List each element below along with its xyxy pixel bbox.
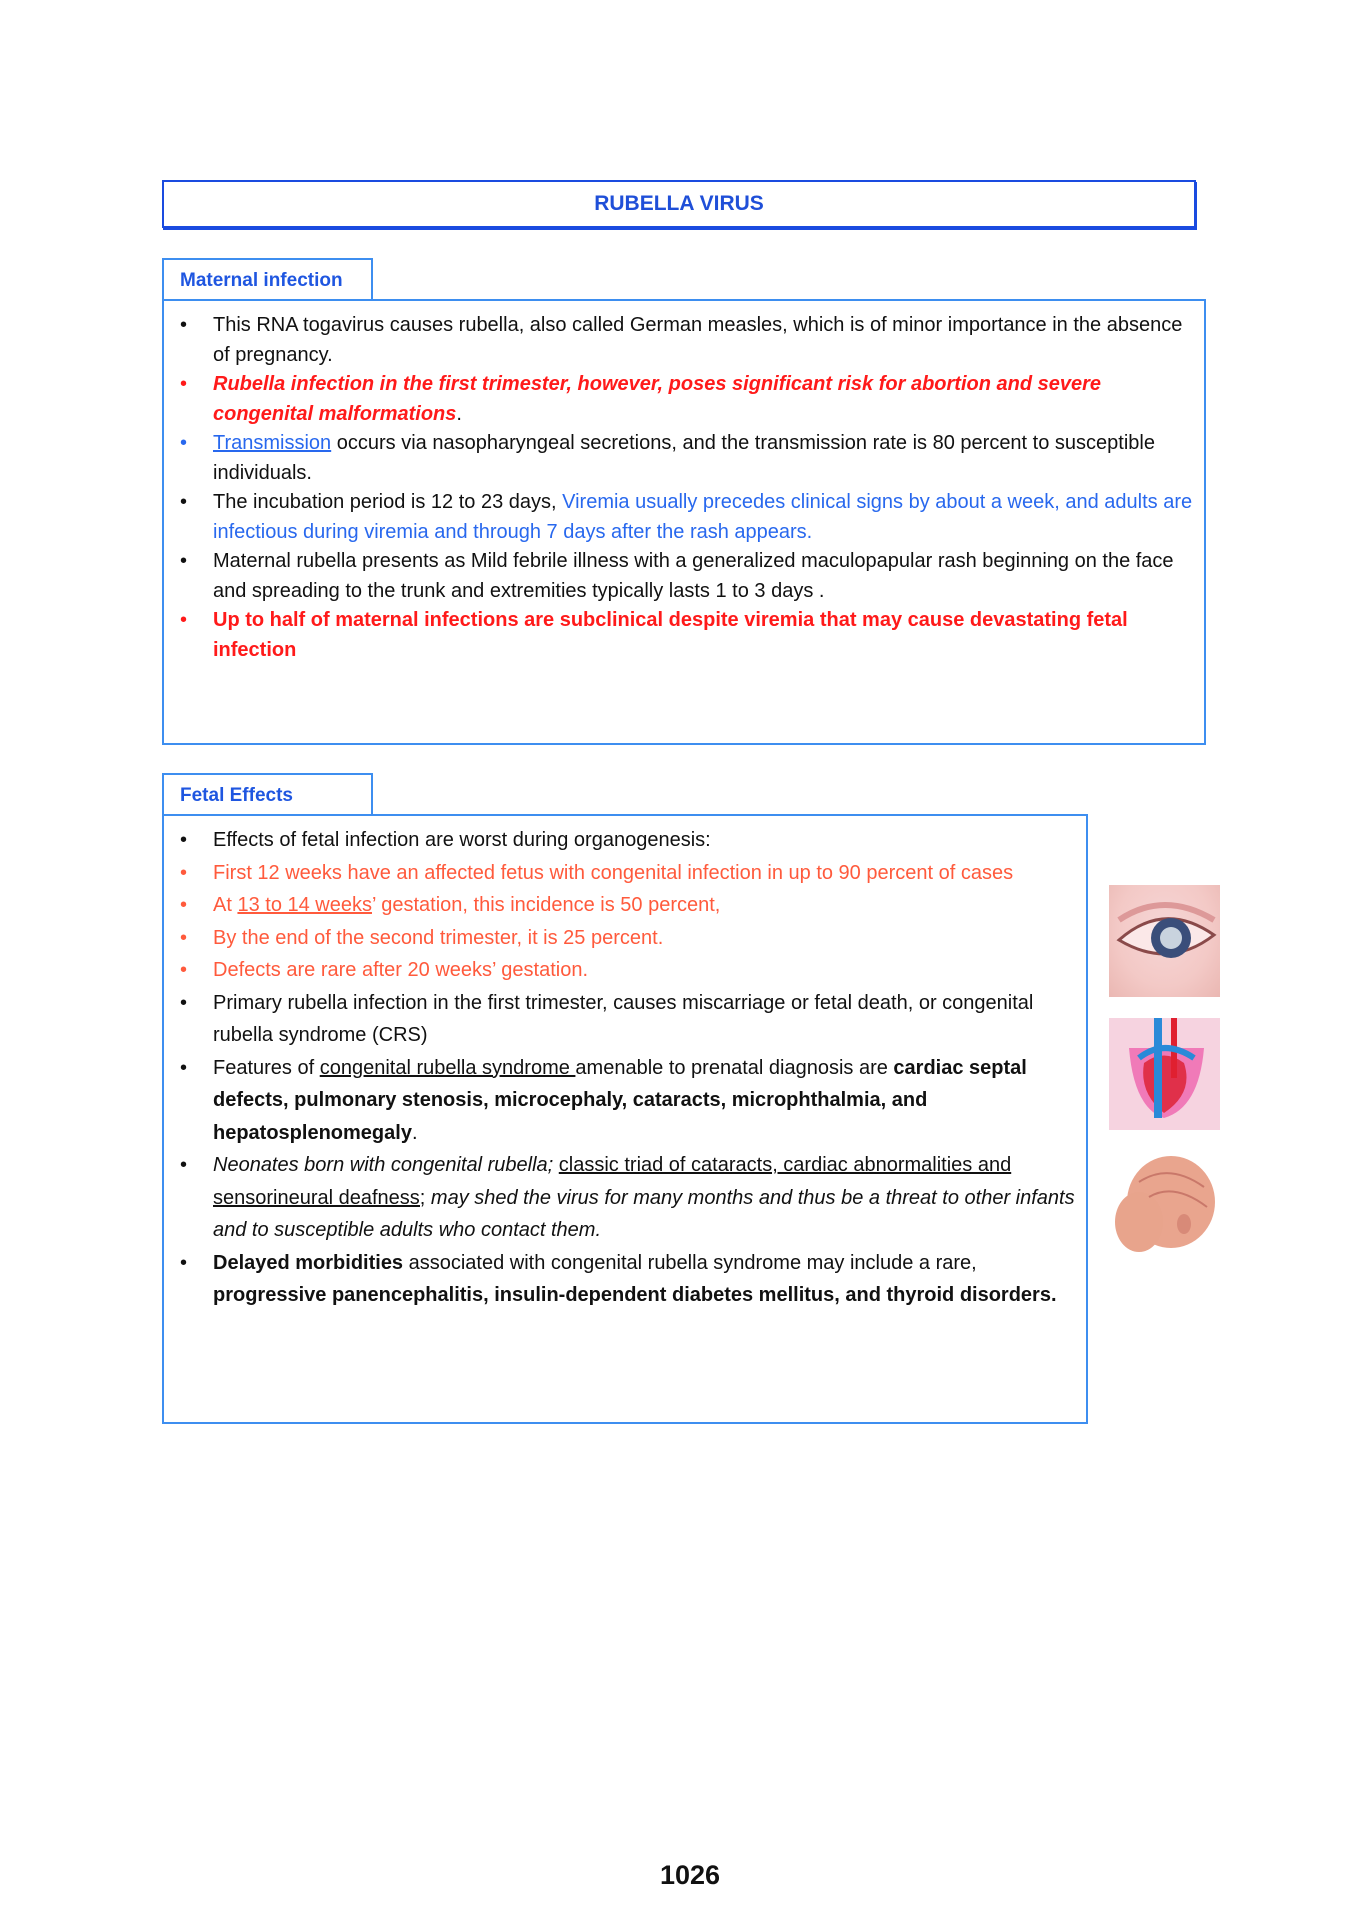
underlined-term: classic triad of cataracts, cardiac abnormalities and sensorineural deafness; [213,1154,1012,1209]
bullet-text: By the end of the second trimester, it is 25 percent. [213,926,664,949]
bullet-icon: • [180,991,188,1014]
fetal-bullet-item [164,824,1080,857]
bullet-text: Maternal rubella presents as Mild febrile illness with a generalized maculopapular rash beginning on the face and spreading to the trunk and extremities typically lasts 1 to 3 days . [213,550,1174,602]
bullet-text: At [213,894,238,916]
bullet-text: First 12 weeks have an affected fetus with congenital infection in up to 90 percent of cases [213,861,1014,884]
fetal-bullet-item [164,922,1080,955]
bullet-icon: • [180,959,188,981]
bullet-icon: • [180,373,188,395]
fetal-bullet-item [164,954,1080,987]
maternal-bullet-item [164,547,1204,606]
bullet-text: amenable to prenatal diagnosis are [575,1056,894,1079]
bullet-icon: • [180,609,188,631]
bullet-icon: • [180,829,188,851]
bullet-text: . [411,1121,418,1144]
bullet-text: The incubation period is 12 to 23 days, [213,491,563,513]
bullet-text: progressive panencephalitis, insulin-dependent diabetes mellitus, and thyroid disorders. [213,1284,1057,1306]
bullet-text: Viremia usually precedes clinical signs by about a week, and adults are infectious during viremia and through 7 days after the rash appears. [213,491,1193,543]
bullet-icon: • [180,1056,188,1079]
fetal-bullet-item [164,889,1080,922]
cataract-eye-image [1109,885,1220,997]
maternal-bullet-item [164,311,1204,370]
maternal-infection-box [162,299,1206,745]
bullet-icon: • [180,314,188,336]
maternal-bullet-item [164,429,1204,488]
bullet-text: Primary rubella infection in the first trimester, causes miscarriage or fetal death, or congenital rubella syndrome (CRS) [213,991,1034,1046]
fetal-bullet-item [164,1149,1080,1247]
bullet-icon: • [180,1154,188,1176]
bullet-icon: • [180,1251,188,1274]
page-number: 1026 [659,1860,721,1890]
bullet-text: . [456,402,462,425]
bullet-text: Features of [213,1056,320,1079]
bullet-text: ’ gestation, this incidence is 50 percent, [371,894,721,916]
infant-head-image [1109,1152,1220,1264]
maternal-bullet-list [164,311,1204,665]
maternal-bullet-item [164,488,1204,547]
underlined-term: 13 to 14 weeks [237,894,372,916]
maternal-bullet-item [164,370,1204,429]
bullet-icon: • [180,861,188,884]
bullet-text: may shed the virus for many months and thus be a threat to other infants and to susceptible adults who contact them. [213,1186,1075,1241]
bullet-text: Effects of fetal infection are worst during organogenesis: [213,829,711,851]
bullet-icon: • [180,491,188,513]
bullet-text: occurs via nasopharyngeal secretions, and the transmission rate is 80 percent to susceptible individuals. [213,432,1155,484]
maternal-bullet-item [164,606,1204,665]
bullet-icon: • [180,550,188,572]
bullet-text: This RNA togavirus causes rubella, also called German measles, which is of minor importance in the absence of pregnancy. [213,314,1183,366]
underlined-term: congenital rubella syndrome [319,1056,576,1079]
maternal-infection-heading: Maternal infection [162,258,373,301]
fetal-effects-box [162,814,1088,1424]
fetal-effects-heading: Fetal Effects [162,773,373,816]
fetal-bullet-item [164,1052,1080,1150]
fetal-bullet-list [164,824,1080,1312]
bullet-text: associated with congenital rubella syndrome may include a rare, [403,1251,977,1274]
bullet-icon: • [180,894,188,916]
bullet-icon: • [180,926,188,949]
fetal-heart-image [1109,1018,1220,1130]
bullet-text: Neonates born with congenital rubella; [213,1154,559,1176]
bullet-text: Delayed morbidities [213,1251,404,1274]
bullet-text: Defects are rare after 20 weeks’ gestation. [213,959,588,981]
title-box [162,180,1196,228]
fetal-bullet-item [164,987,1080,1052]
bullet-text: Rubella infection in the first trimester, however, poses significant risk for abortion and severe congenital malformations [213,373,1102,425]
bullet-icon: • [180,432,188,454]
bullet-text: cardiac septal defects, pulmonary stenosis, microcephaly, cataracts, microphthalmia, and hepatosplenomegaly [213,1056,1027,1144]
fetal-bullet-item [164,1247,1080,1312]
page-title: RUBELLA VIRUS [594,192,764,215]
underlined-term: Transmission [213,432,332,454]
fetal-bullet-item [164,857,1080,890]
bullet-text: Up to half of maternal infections are subclinical despite viremia that may cause devastating fetal infection [213,609,1128,661]
